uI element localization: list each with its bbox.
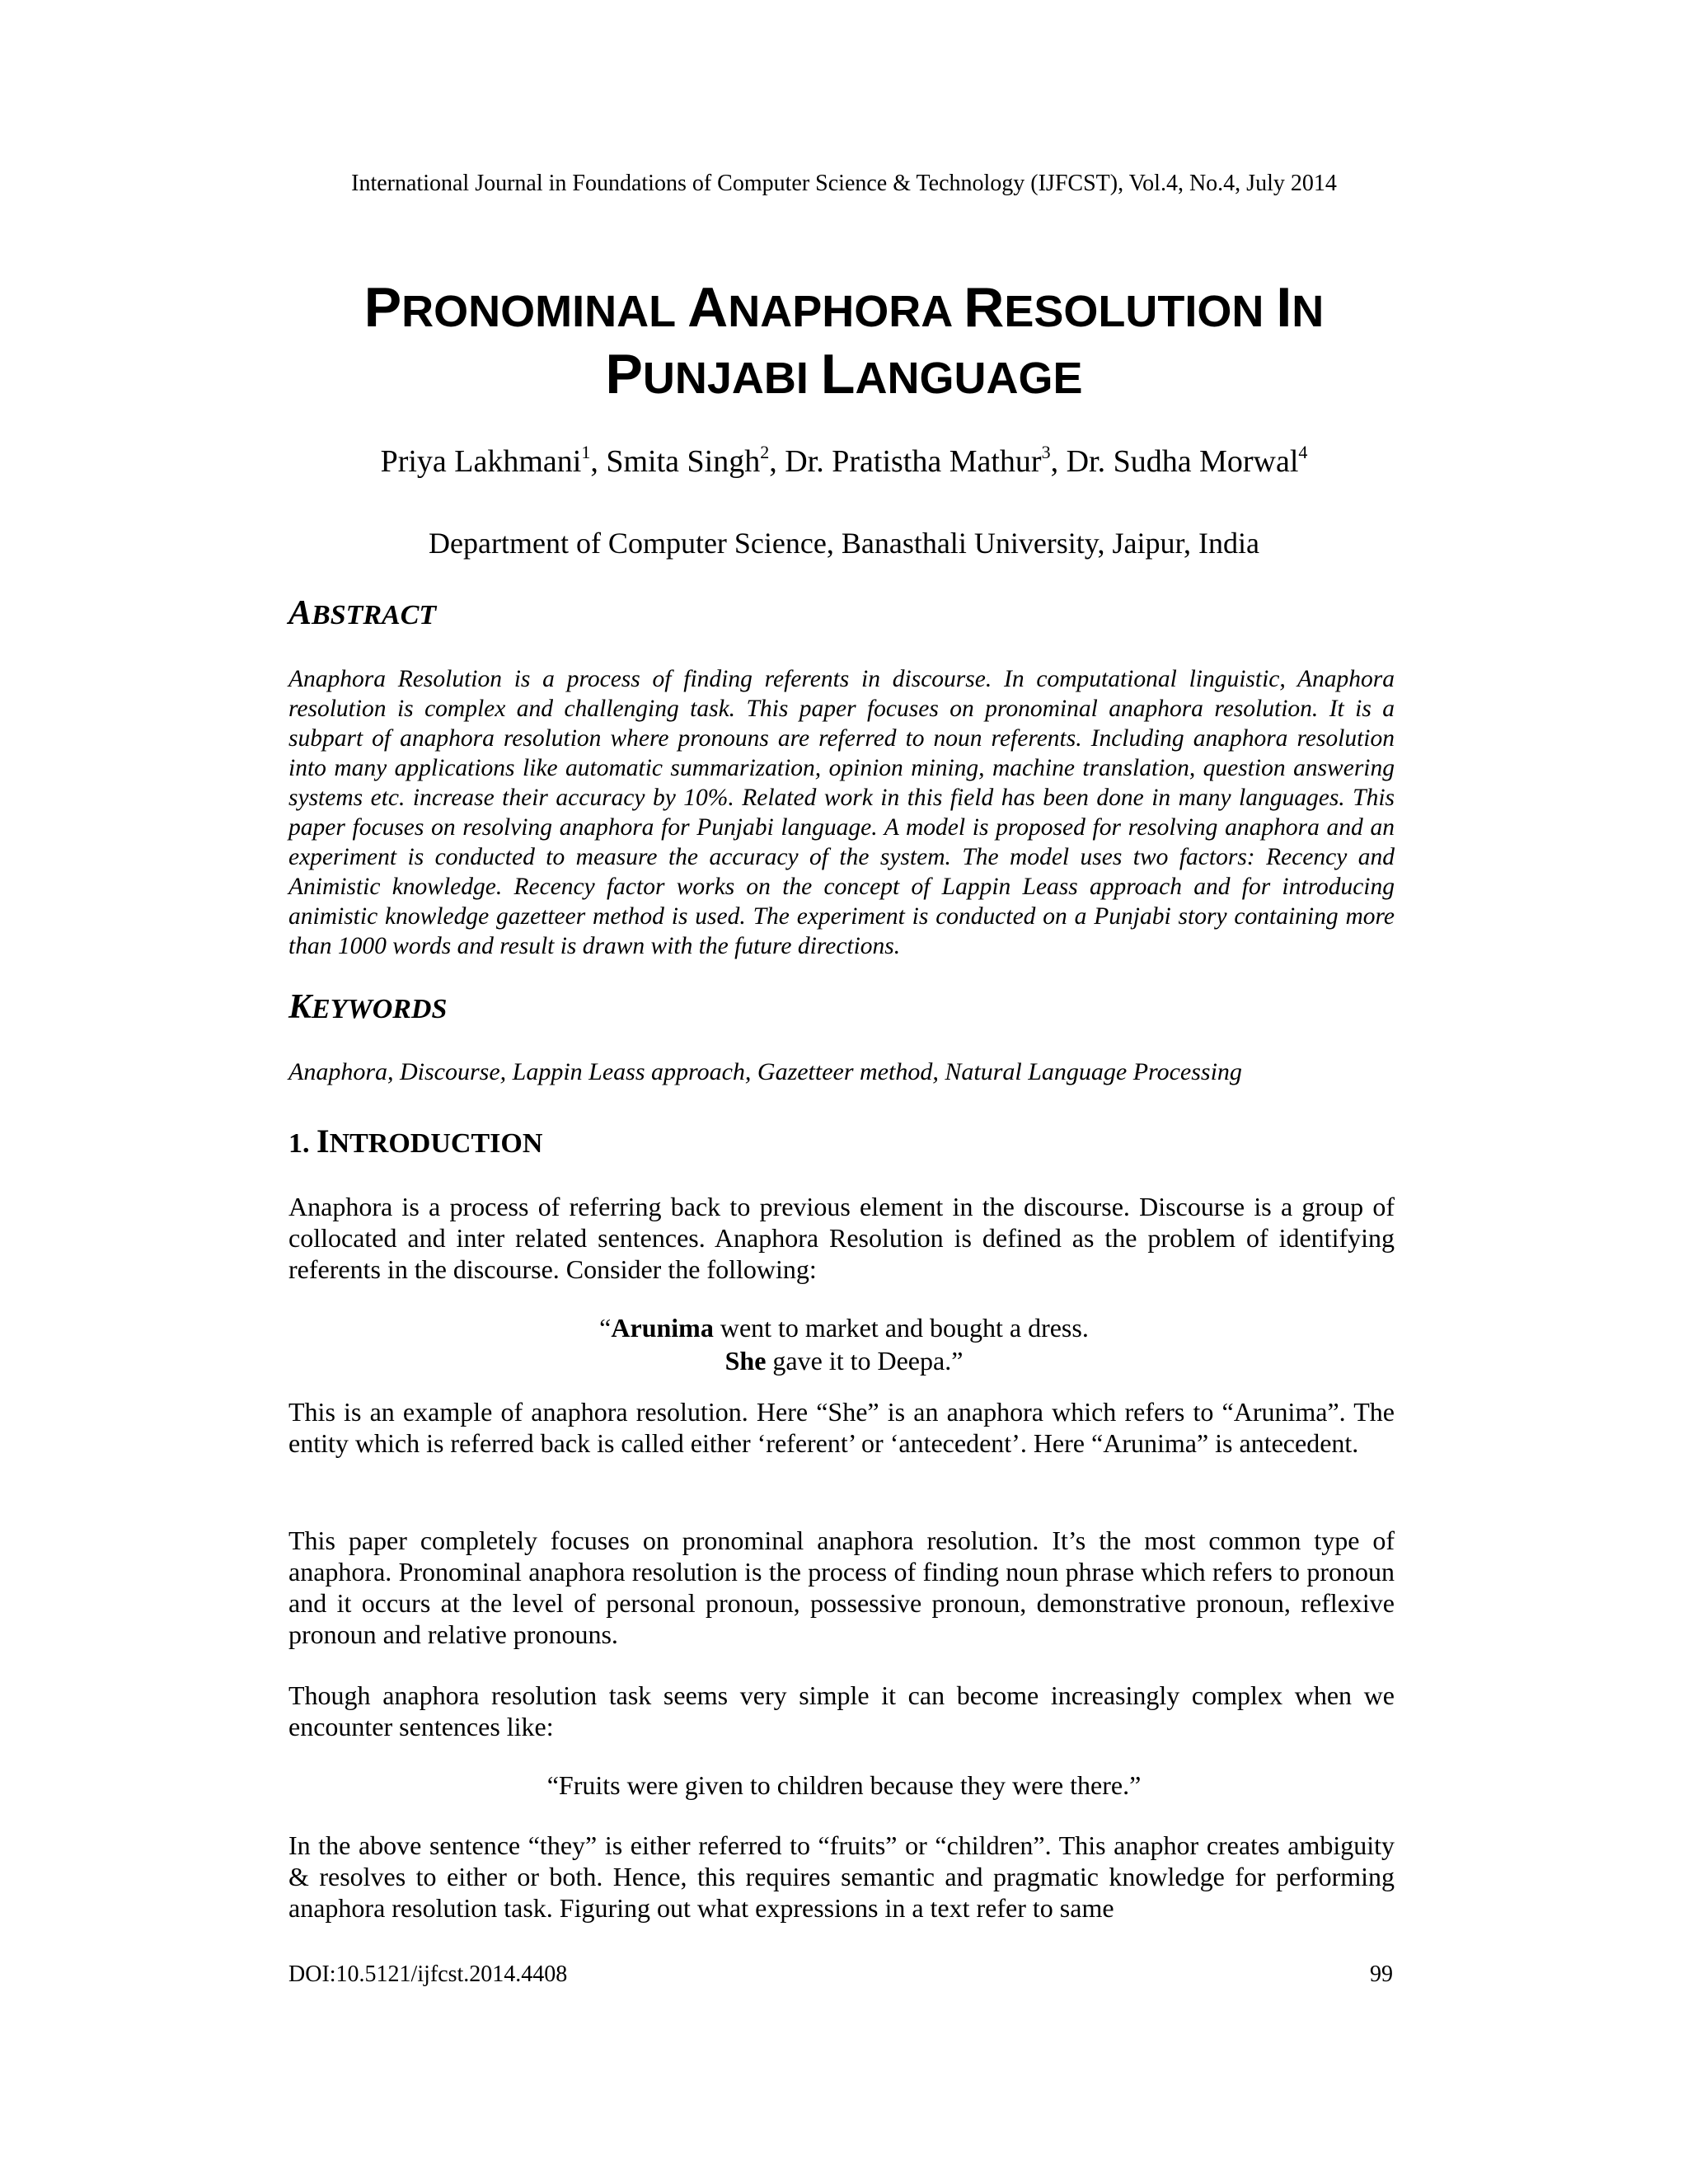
intro-paragraph-5: In the above sentence “they” is either referred to “fruits” or “children”. This anaphor creates ambiguity & resolves to either or both. Hence, this requires semantic and pragmatic knowledge for performing anaphora resolution task. Figuring out what expressions in a text refer to same xyxy=(288,1830,1395,1923)
author-affiliation-mark: 4 xyxy=(1298,442,1308,462)
running-header: International Journal in Foundations of Computer Science & Technology (IJFCST), Vol.4, No.4, July 2014 xyxy=(351,171,1337,196)
example-sentence-fruits: “Fruits were given to children because they were there.” xyxy=(546,1770,1142,1800)
introduction-heading: 1. INTRODUCTION xyxy=(288,1122,543,1160)
page-number: 99 xyxy=(1370,1961,1393,1987)
author-name: Dr. Pratistha Mathur xyxy=(785,444,1042,479)
paper-title xyxy=(0,276,1688,410)
author-affiliation-mark: 2 xyxy=(760,442,770,462)
author-name: Smita Singh xyxy=(606,444,761,479)
intro-paragraph-4: Though anaphora resolution task seems very simple it can become increasingly complex when we encounter sentences like: xyxy=(288,1680,1395,1741)
title-line-2: PUNJABI LANGUAGE xyxy=(605,343,1083,405)
author-affiliation-mark: 3 xyxy=(1041,442,1051,462)
author-list: Priya Lakhmani$^1$, Smita Singh$^2$, Dr. Pratistha Mathur$^3$, Dr. Sudha Morwal$^4$ xyxy=(380,442,1308,479)
abstract-text: Anaphora Resolution is a process of finding referents in discourse. In computational linguistic, Anaphora resolution is complex and challenging task. This paper focuses on pronominal anaphora resolution. It is a subpart of anaphora resolution where pronouns are referred to noun referents. Including anaphora resolution into many applications like automatic summarization, opinion mining, machine translation, question answering systems etc. increase their accuracy by 10%. Related work in this field has been done in many languages. This paper focuses on resolving anaphora for Punjabi language. A model is proposed for resolving anaphora and an experiment is conducted to measure the accuracy of the system. The model uses two factors: Recency and Animistic knowledge. Recency factor works on the concept of Lappin Leass approach and for introducing animistic knowledge gazetteer method is used. The experiment is conducted on a Punjabi story containing more than 1000 words and result is drawn with the future directions. xyxy=(288,666,1395,959)
keywords-text: Anaphora, Discourse, Lappin Leass approach, Gazetteer method, Natural Language Processing xyxy=(288,1058,1242,1085)
author-name: Priya Lakhmani xyxy=(380,444,582,479)
intro-paragraph-2: This is an example of anaphora resolution. Here “She” is an anaphora which refers to “Arunima”. The entity which is referred back is called either ‘referent’ or ‘antecedent’. Here “Arunima” is antecedent. xyxy=(288,1397,1395,1458)
affiliation: Department of Computer Science, Banasthali University, Jaipur, India xyxy=(429,527,1259,560)
keywords-heading: KEYWORDS xyxy=(288,988,448,1026)
author-affiliation-mark: 1 xyxy=(581,442,591,462)
intro-paragraph-1: Anaphora is a process of referring back to previous element in the discourse. Discourse is a group of collocated and inter related sentences. Anaphora Resolution is defined as the problem of identifying referents in the discourse. Consider the following: xyxy=(288,1192,1395,1284)
title-line-1: PRONOMINAL ANAPHORA RESOLUTION IN xyxy=(363,276,1325,339)
example-sentence-line-2: She gave it to Deepa.” xyxy=(724,1346,964,1376)
example-sentence-line-1: “Arunima went to market and bought a dress. xyxy=(599,1313,1089,1343)
abstract-heading: ABSTRACT xyxy=(288,594,437,632)
intro-paragraph-3: This paper completely focuses on pronominal anaphora resolution. It’s the most common type of anaphora. Pronominal anaphora resolution is the process of finding noun phrase which refers to pronoun and it occurs at the level of personal pronoun, possessive pronoun, demonstrative pronoun, reflexive pronoun and relative pronouns. xyxy=(288,1526,1395,1649)
author-name: Dr. Sudha Morwal xyxy=(1066,444,1299,479)
doi: DOI:10.5121/ijfcst.2014.4408 xyxy=(288,1961,568,1987)
